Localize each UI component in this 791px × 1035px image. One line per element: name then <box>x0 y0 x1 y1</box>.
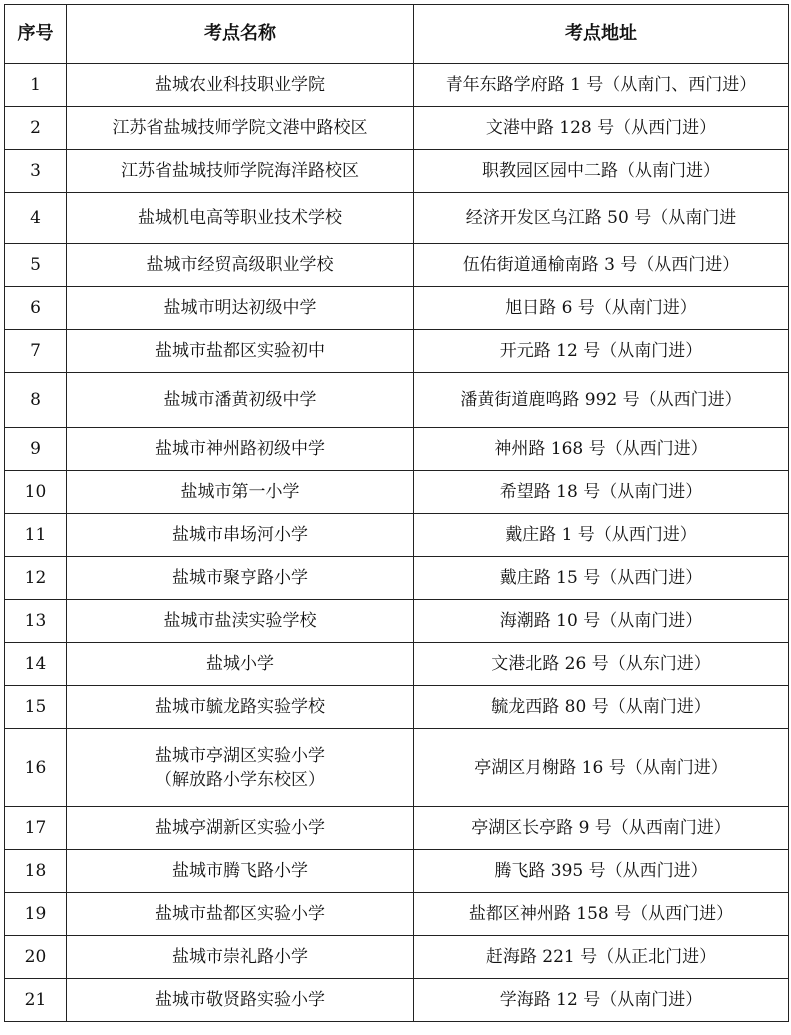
row-site-address: 旭日路 6 号（从南门进） <box>414 287 789 330</box>
site-name-line: 盐城亭湖新区实验小学 <box>155 818 325 838</box>
site-name-line: 盐城市敬贤路实验小学 <box>155 990 325 1010</box>
site-name-line: 盐城市潘黄初级中学 <box>163 390 317 410</box>
row-num: 10 <box>5 471 67 514</box>
site-name-line: 盐城市串场河小学 <box>172 525 308 545</box>
site-name-line: 盐城市毓龙路实验学校 <box>155 697 325 717</box>
table-row <box>5 979 789 1022</box>
row-num: 21 <box>5 979 67 1022</box>
header-name: 考点名称 <box>67 5 414 64</box>
row-num: 2 <box>5 107 67 150</box>
row-site-name <box>67 893 414 936</box>
row-site-name <box>67 936 414 979</box>
row-site-address: 神州路 168 号（从西门进） <box>414 428 789 471</box>
row-num: 3 <box>5 150 67 193</box>
site-name-line: （解放路小学东校区） <box>155 769 325 790</box>
table-row <box>5 514 789 557</box>
exam-site-table <box>4 4 789 1022</box>
row-site-address: 赶海路 221 号（从正北门进） <box>414 936 789 979</box>
row-site-address: 文港北路 26 号（从东门进） <box>414 643 789 686</box>
row-site-address: 亭湖区长亭路 9 号（从西南门进） <box>414 807 789 850</box>
table-row <box>5 428 789 471</box>
row-site-name <box>67 850 414 893</box>
row-site-name <box>67 373 414 428</box>
site-name-line: 盐城市经贸高级职业学校 <box>146 255 334 275</box>
row-site-name <box>67 557 414 600</box>
table-row <box>5 686 789 729</box>
site-name-line: 盐城市明达初级中学 <box>163 298 317 318</box>
row-site-name <box>67 107 414 150</box>
row-site-address: 学海路 12 号（从南门进） <box>414 979 789 1022</box>
row-site-name <box>67 979 414 1022</box>
row-site-address: 希望路 18 号（从南门进） <box>414 471 789 514</box>
row-site-address: 盐都区神州路 158 号（从西门进） <box>414 893 789 936</box>
table-row <box>5 193 789 244</box>
table-row <box>5 600 789 643</box>
table-row <box>5 150 789 193</box>
site-name-line: 盐城市腾飞路小学 <box>172 861 308 881</box>
row-num: 19 <box>5 893 67 936</box>
table-row <box>5 936 789 979</box>
row-site-address: 职教园区园中二路（从南门进） <box>414 150 789 193</box>
row-site-name <box>67 643 414 686</box>
table-row <box>5 330 789 373</box>
row-site-address: 海潮路 10 号（从南门进） <box>414 600 789 643</box>
row-num: 6 <box>5 287 67 330</box>
row-site-address: 文港中路 128 号（从西门进） <box>414 107 789 150</box>
site-name-line: 江苏省盐城技师学院海洋路校区 <box>121 161 359 181</box>
site-name-line: 盐城市神州路初级中学 <box>155 439 325 459</box>
row-num: 15 <box>5 686 67 729</box>
site-name-line: 盐城农业科技职业学院 <box>155 75 325 95</box>
table-row <box>5 373 789 428</box>
row-site-address: 开元路 12 号（从南门进） <box>414 330 789 373</box>
row-num: 18 <box>5 850 67 893</box>
site-name-line: 盐城小学 <box>206 654 274 674</box>
site-name-line: 盐城市第一小学 <box>180 482 300 502</box>
table-row <box>5 287 789 330</box>
row-num: 16 <box>5 729 67 807</box>
row-site-name <box>67 514 414 557</box>
row-num: 9 <box>5 428 67 471</box>
row-site-name <box>67 471 414 514</box>
row-num: 12 <box>5 557 67 600</box>
row-num: 1 <box>5 64 67 107</box>
table-row <box>5 807 789 850</box>
header-address: 考点地址 <box>414 5 789 64</box>
site-name-line: 江苏省盐城技师学院文港中路校区 <box>112 118 368 138</box>
row-site-name <box>67 193 414 244</box>
table-row <box>5 850 789 893</box>
site-name-line: 盐城机电高等职业技术学校 <box>138 208 342 228</box>
row-site-address: 伍佑街道通榆南路 3 号（从西门进） <box>414 244 789 287</box>
row-num: 11 <box>5 514 67 557</box>
row-site-address: 亭湖区月榭路 16 号（从南门进） <box>414 729 789 807</box>
row-site-name <box>67 600 414 643</box>
table-row <box>5 643 789 686</box>
row-site-address: 戴庄路 1 号（从西门进） <box>414 514 789 557</box>
row-num: 5 <box>5 244 67 287</box>
row-site-name <box>67 150 414 193</box>
row-site-address: 毓龙西路 80 号（从南门进） <box>414 686 789 729</box>
row-site-name <box>67 686 414 729</box>
site-name-line: 盐城市盐都区实验小学 <box>155 904 325 924</box>
table-row <box>5 557 789 600</box>
row-site-name <box>67 330 414 373</box>
row-site-name <box>67 244 414 287</box>
table-row <box>5 244 789 287</box>
table-row <box>5 729 789 807</box>
row-num: 17 <box>5 807 67 850</box>
site-name-line: 盐城市盐渎实验学校 <box>163 611 317 631</box>
row-site-name <box>67 428 414 471</box>
row-num: 8 <box>5 373 67 428</box>
row-num: 7 <box>5 330 67 373</box>
table-row <box>5 471 789 514</box>
row-site-name <box>67 807 414 850</box>
table-body <box>5 64 789 1022</box>
row-site-name <box>67 64 414 107</box>
row-num: 14 <box>5 643 67 686</box>
row-num: 4 <box>5 193 67 244</box>
row-site-name <box>67 729 414 807</box>
row-site-address: 腾飞路 395 号（从西门进） <box>414 850 789 893</box>
table-row <box>5 893 789 936</box>
row-site-address: 青年东路学府路 1 号（从南门、西门进） <box>414 64 789 107</box>
site-name-line: 盐城市亭湖区实验小学 <box>155 745 325 766</box>
row-site-address: 经济开发区乌江路 50 号（从南门进 <box>414 193 789 244</box>
header-num: 序号 <box>5 5 67 64</box>
site-name-line: 盐城市崇礼路小学 <box>172 947 308 967</box>
row-site-name <box>67 287 414 330</box>
row-num: 20 <box>5 936 67 979</box>
table-row <box>5 107 789 150</box>
row-site-address: 潘黄街道鹿鸣路 992 号（从西门进） <box>414 373 789 428</box>
table-row <box>5 64 789 107</box>
site-name-line: 盐城市盐都区实验初中 <box>155 341 325 361</box>
site-name-line: 盐城市聚亨路小学 <box>172 568 308 588</box>
row-site-address: 戴庄路 15 号（从西门进） <box>414 557 789 600</box>
table-header-row <box>5 5 789 64</box>
row-num: 13 <box>5 600 67 643</box>
